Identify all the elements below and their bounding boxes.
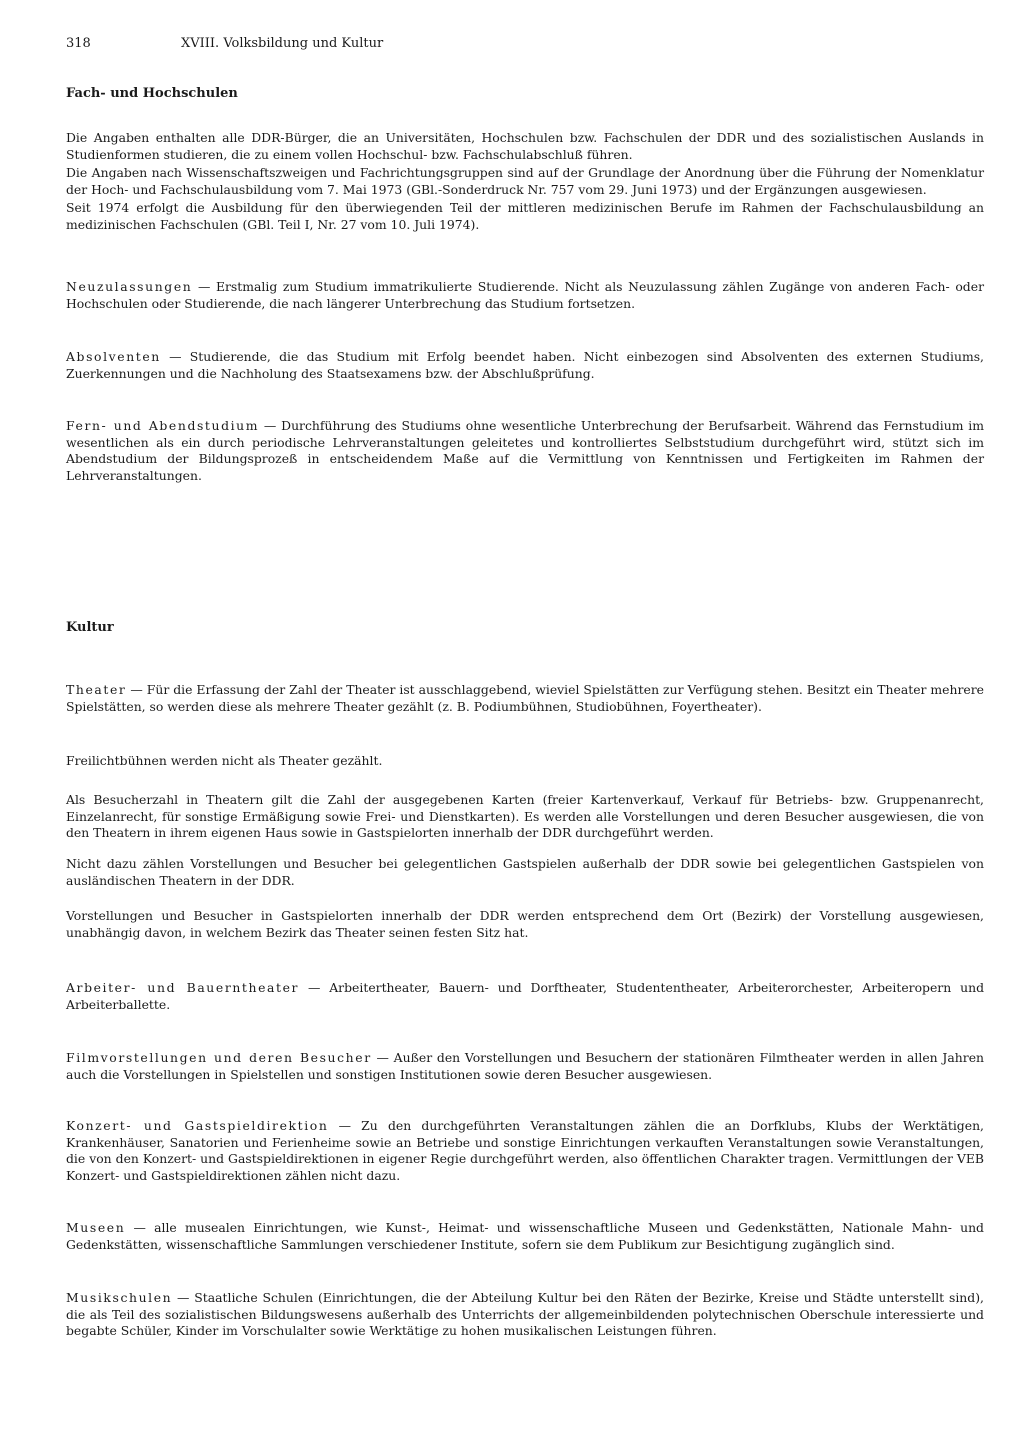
definition-neuzulassungen (66, 279, 984, 312)
page-header (66, 36, 984, 58)
definition-text: — Zu den durchgeführten Veranstaltungen zählen die an Dorfklubs, Klubs der Werktätigen, Krankenhäuser, Sanatorien und Ferienheime sowie an Betriebe und sonstige Einrichtungen verkauften Veranstaltungen sowie Veranstaltungen, die von den Konzert- und Gastspieldirektionen in eigener Regie durchgeführt werden, also öffentlichen Charakter tragen. Vermittlungen der VEB Konzert- und Gastspieldirektionen zählen nicht dazu. (66, 1118, 984, 1183)
definition-text: — Durchführung des Studiums ohne wesentliche Unterbrechung der Berufsarbeit. Während das Fernstudium im wesentlichen als ein durch periodische Lehrveranstaltungen geleitetes und kontrolliertes Selbststudium durchgeführt wird, stützt sich im Abendstudium der Bildungsprozeß in entscheidendem Maße auf die Vermittlung von Kenntnissen und Fertigkeiten im Rahmen der Lehrveranstaltungen. (66, 418, 984, 483)
definition-arbeiter-bauerntheater (66, 980, 984, 1013)
definition-term: Konzert- und Gastspieldirektion (66, 1118, 329, 1133)
definition-musikschulen (66, 1290, 984, 1340)
intro-paragraph: Die Angaben enthalten alle DDR-Bürger, die an Universitäten, Hochschulen bzw. Fachschulen der DDR und des sozialistischen Auslands in Studienformen studieren, die zu einem vollen Hochschul- bzw. Fachschulabschluß führen. (66, 130, 984, 162)
section-heading-kultur: Kultur (66, 620, 114, 635)
definition-text: — alle musealen Einrichtungen, wie Kunst-, Heimat- und wissenschaftliche Museen und Gedenkstätten, Nationale Mahn- und Gedenkstätten, wissenschaftliche Sammlungen verschiedener Institute, sofern sie dem Publikum zur Besichtigung zugänglich sind. (66, 1220, 984, 1252)
intro-paragraph: Die Angaben nach Wissenschaftszweigen und Fachrichtungsgruppen sind auf der Grundlage der Anordnung über die Führung der Nomenklatur der Hoch- und Fachschulausbildung vom 7. Mai 1973 (GBl.-Sonderdruck Nr. 757 vom 29. Juni 1973) und der Ergänzungen ausgewiesen. (66, 165, 984, 197)
definition-museen (66, 1220, 984, 1253)
page-number: 318 (66, 36, 91, 51)
definition-term: Fern- und Abendstudium (66, 418, 260, 433)
definition-term: Musikschulen (66, 1290, 173, 1305)
definition-text: — Arbeitertheater, Bauern- und Dorftheater, Studententheater, Arbeiterorchester, Arbeiteropern und Arbeiterballette. (66, 980, 984, 1012)
intro-paragraph: Seit 1974 erfolgt die Ausbildung für den überwiegenden Teil der mittleren medizinischen Berufe im Rahmen der Fachschulausbildung an medizinischen Fachschulen (GBl. Teil I, Nr. 27 vom 10. Juli 1974). (66, 200, 984, 232)
definition-text: — Außer den Vorstellungen und Besuchern der stationären Filmtheater werden in allen Jahren auch die Vorstellungen in Spielstellen und sonstigen Institutionen sowie deren Besucher ausgewiesen. (66, 1050, 985, 1082)
theater-note-gastspielorte: Vorstellungen und Besucher in Gastspielorten innerhalb der DDR werden entsprechend dem Ort (Bezirk) der Vorstellung ausgewiesen, unabhängig davon, in welchem Bezirk das Theater seinen festen Sitz hat. (66, 908, 984, 940)
definition-term: Filmvorstellungen und deren Besucher (66, 1050, 372, 1065)
definition-theater (66, 682, 984, 715)
theater-note-gastspiele: Nicht dazu zählen Vorstellungen und Besucher bei gelegentlichen Gastspielen außerhalb der DDR sowie bei gelegentlichen Gastspielen von ausländischen Theatern in der DDR. (66, 856, 984, 888)
definition-filmvorstellungen (66, 1050, 984, 1083)
definition-fern-abendstudium (66, 418, 984, 484)
intro-paragraphs (66, 130, 984, 233)
definition-term: Neuzulassungen (66, 279, 193, 294)
running-head: XVIII. Volksbildung und Kultur (181, 36, 384, 51)
theater-note-freilicht: Freilichtbühnen werden nicht als Theater gezählt. (66, 753, 383, 768)
definition-text: — Staatliche Schulen (Einrichtungen, die der Abteilung Kultur bei den Räten der Bezirke, Kreise und Städte unterstellt sind), die als Teil des sozialistischen Bildungswesens außerhalb des Unterrichts der allgemeinbildenden polytechnischen Oberschule interessierte und begabte Schüler, Kinder im Vorschulalter sowie Werktätige zu hohen musikalischen Leistungen führen. (66, 1290, 984, 1338)
definition-term: Theater (66, 682, 127, 697)
theater-note-besucherzahl: Als Besucherzahl in Theatern gilt die Zahl der ausgegebenen Karten (freier Kartenverkauf, Verkauf für Betriebs- bzw. Gruppenanrecht, Einzelanrecht, für sonstige Ermäßigung sowie Frei- und Dienstkarten). Es werden alle Vorstellungen und deren Besucher ausgewiesen, die von den Theatern in ihrem eigenen Haus sowie in Gastspielorten innerhalb der DDR durchgeführt werden. (66, 792, 984, 840)
definition-term: Arbeiter- und Bauerntheater (66, 980, 300, 995)
definition-konzert-gastspieldirektion (66, 1118, 984, 1184)
definition-text: — Erstmalig zum Studium immatrikulierte Studierende. Nicht als Neuzulassung zählen Zugänge von anderen Fach- oder Hochschulen oder Studierende, die nach längerer Unterbrechung das Studium fortsetzen. (66, 279, 984, 311)
definition-absolventen (66, 349, 984, 382)
definition-term: Absolventen (66, 349, 161, 364)
section-heading-fach-hochschulen: Fach- und Hochschulen (66, 86, 238, 101)
definition-text: — Studierende, die das Studium mit Erfolg beendet haben. Nicht einbezogen sind Absolventen des externen Studiums, Zuerkennungen und die Nachholung des Staatsexamens bzw. der Abschlußprüfung. (66, 349, 984, 381)
definition-text: — Für die Erfassung der Zahl der Theater ist ausschlaggebend, wieviel Spielstätten zur Verfügung stehen. Besitzt ein Theater mehrere Spielstätten, so werden diese als mehrere Theater gezählt (z. B. Podiumbühnen, Studiobühnen, Foyertheater). (66, 682, 984, 714)
definition-term: Museen (66, 1220, 126, 1235)
